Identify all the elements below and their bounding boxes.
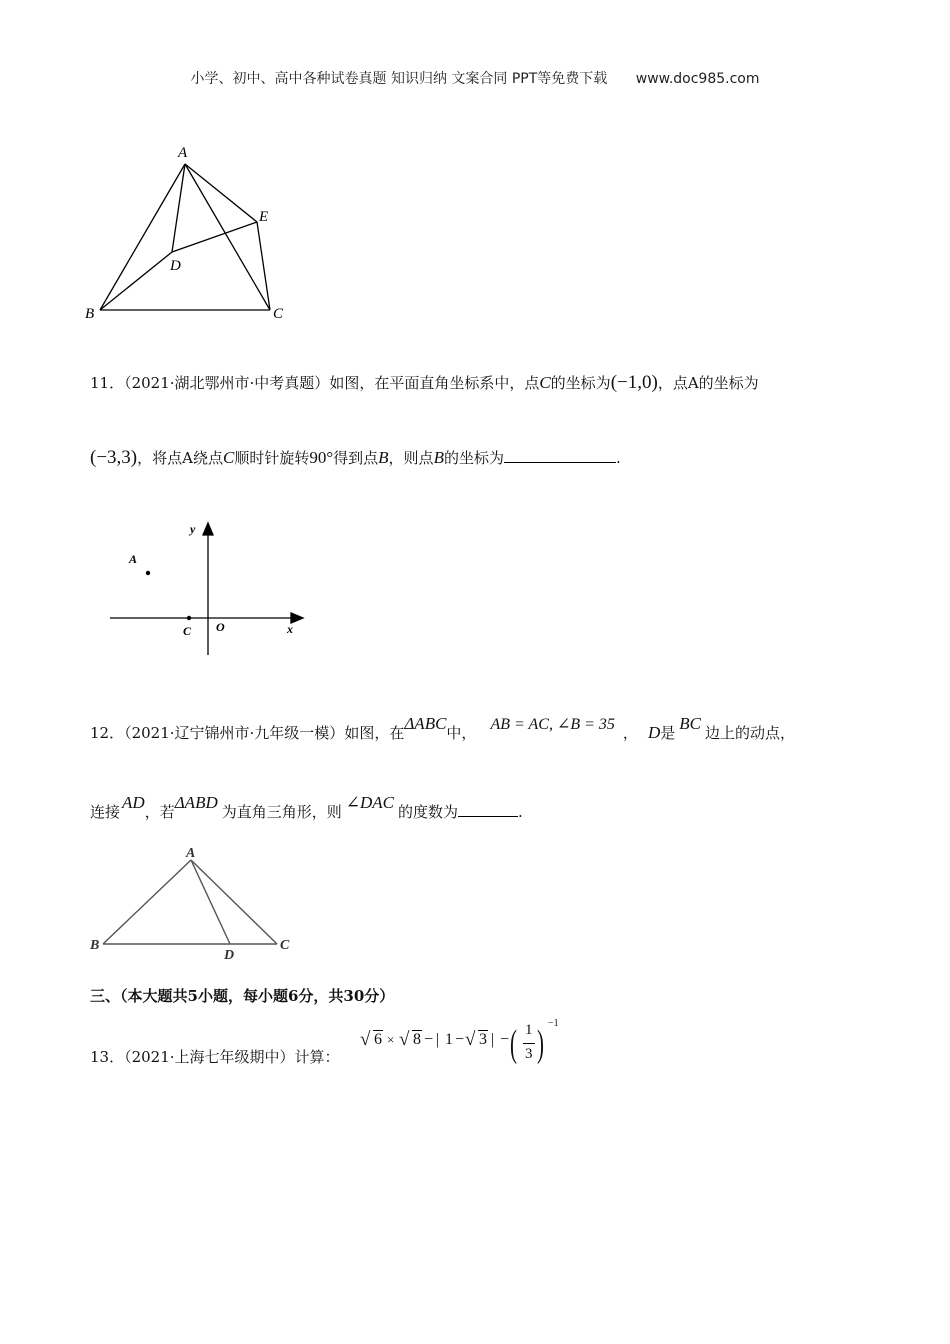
label-y: y — [190, 522, 196, 536]
q12-triangle-abd: ΔABD — [174, 793, 218, 812]
q13-source: （2021·上海七年级期中） — [124, 1048, 295, 1066]
segment-ad — [191, 860, 230, 944]
question-12-line1 — [90, 714, 795, 745]
label-b: B — [85, 306, 95, 322]
page-header — [0, 68, 950, 88]
y-axis-arrow — [203, 523, 213, 535]
segment-ec — [257, 222, 270, 310]
q12-angle-dac: ∠DAC — [345, 793, 394, 812]
q11-coord-c: (−1,0) — [610, 372, 658, 393]
label-c: C — [280, 938, 290, 953]
label-o: O — [216, 620, 225, 634]
q12-answer-blank[interactable] — [458, 800, 518, 817]
q11-answer-blank[interactable] — [504, 446, 616, 463]
q11-text: ，则点 — [388, 449, 434, 467]
q11-point-b: B — [378, 448, 389, 467]
q11-coord-a: (−3,3) — [90, 447, 138, 468]
q12-text: ，若 — [144, 803, 175, 821]
q11-angle: 90° — [309, 448, 334, 467]
q11-period: . — [615, 449, 621, 467]
question-13 — [90, 1046, 340, 1068]
q12-number: 12． — [90, 724, 125, 742]
q12-condition: AB = AC, ∠B = 35 — [490, 716, 615, 733]
segment-ad — [172, 164, 185, 252]
label-c: C — [273, 306, 284, 322]
figure-isosceles-triangle — [88, 842, 303, 964]
q13-times: × — [387, 1032, 395, 1047]
q13-right-paren: ) — [537, 1023, 544, 1065]
label-a: A — [186, 846, 196, 861]
q13-number: 13． — [90, 1048, 125, 1066]
q11-text: 的坐标为 — [550, 374, 611, 392]
segment-ab — [103, 860, 191, 944]
label-d: D — [170, 258, 181, 274]
q13-prompt: 计算： — [294, 1048, 340, 1066]
q13-fraction-denominator: 3 — [525, 1046, 533, 1062]
q11-point-c: C — [222, 448, 235, 467]
q11-text: 的坐标为 — [443, 449, 504, 467]
q13-minus: − — [424, 1031, 434, 1048]
q12-text: 边上的动点， — [704, 724, 795, 742]
label-b: B — [90, 938, 100, 953]
q11-source: （2021·湖北鄂州市·中考真题） — [124, 374, 330, 392]
segment-db — [100, 252, 172, 310]
q13-radicand-3: 3 — [479, 1031, 487, 1048]
q12-text: 如图，在 — [344, 724, 405, 742]
question-11-line2 — [90, 446, 621, 469]
section-3-title: 三、（本大题共5小题，每小题6分，共30分） — [90, 987, 395, 1005]
q13-minus: − — [455, 1031, 465, 1048]
q13-exponent: −1 — [548, 1018, 559, 1029]
figure-coordinate-plane — [105, 515, 315, 660]
q12-period: . — [518, 803, 523, 821]
q12-point-d: D — [647, 723, 661, 742]
segment-ae — [185, 164, 257, 222]
q12-text: 的度数为 — [398, 803, 459, 821]
q11-point-b: B — [433, 448, 444, 467]
q11-number: 11． — [90, 374, 125, 392]
q11-text: ，将点A绕点 — [137, 449, 223, 467]
sqrt-sign-icon: √ — [465, 1029, 476, 1050]
q11-text: 顺时针旋转 — [234, 449, 310, 467]
q12-text: 为直角三角形，则 — [221, 803, 342, 821]
q11-text: 如图，在平面直角坐标系中，点 — [329, 374, 540, 392]
q11-text: ，点A的坐标为 — [657, 374, 759, 392]
q13-abs-bar: | — [491, 1031, 495, 1048]
question-11-line1 — [90, 372, 759, 394]
q12-side-bc: BC — [679, 714, 701, 733]
label-e: E — [259, 209, 269, 225]
q12-text: 中， — [446, 724, 477, 742]
q12-text: ， — [622, 724, 638, 742]
q13-fraction-bar — [523, 1043, 535, 1044]
q13-radicand-8: 8 — [413, 1031, 421, 1048]
segment-de — [172, 222, 257, 252]
q13-fraction-numerator: 1 — [525, 1022, 533, 1038]
q12-source: （2021·辽宁锦州市·九年级一模） — [124, 724, 345, 742]
header-site-link[interactable]: www.doc985.com — [635, 71, 760, 87]
figure-quadrilateral — [80, 140, 300, 330]
label-a: A — [129, 552, 138, 566]
sqrt-sign-icon: √ — [360, 1029, 371, 1050]
header-text: 小学、初中、高中各种试卷真题 知识归纳 文案合同 PPT等免费下载 — [190, 71, 608, 87]
q13-left-paren: ( — [510, 1023, 517, 1065]
q13-radicand-6: 6 — [374, 1031, 382, 1048]
q13-minus: − — [500, 1031, 510, 1048]
segment-ab — [100, 164, 185, 310]
question-12-line2 — [90, 793, 523, 823]
label-a: A — [178, 145, 188, 161]
q13-expression — [358, 1018, 559, 1078]
q12-triangle-abc: ΔABC — [404, 714, 447, 733]
label-d: D — [224, 948, 235, 963]
q12-text: 是 — [660, 724, 676, 742]
label-c: C — [183, 624, 192, 638]
q11-text: 得到点 — [333, 449, 379, 467]
q12-segment-ad: AD — [122, 793, 145, 812]
q11-point-c: C — [539, 373, 551, 392]
segment-ac — [191, 860, 277, 944]
segment-ac — [185, 164, 270, 310]
q13-abs-bar: | — [436, 1031, 440, 1048]
sqrt-sign-icon: √ — [399, 1029, 410, 1050]
label-x: x — [287, 622, 293, 636]
point-a — [146, 571, 150, 575]
q12-text: 连接 — [90, 803, 121, 821]
q13-one: 1 — [445, 1031, 453, 1048]
point-c — [187, 616, 191, 620]
